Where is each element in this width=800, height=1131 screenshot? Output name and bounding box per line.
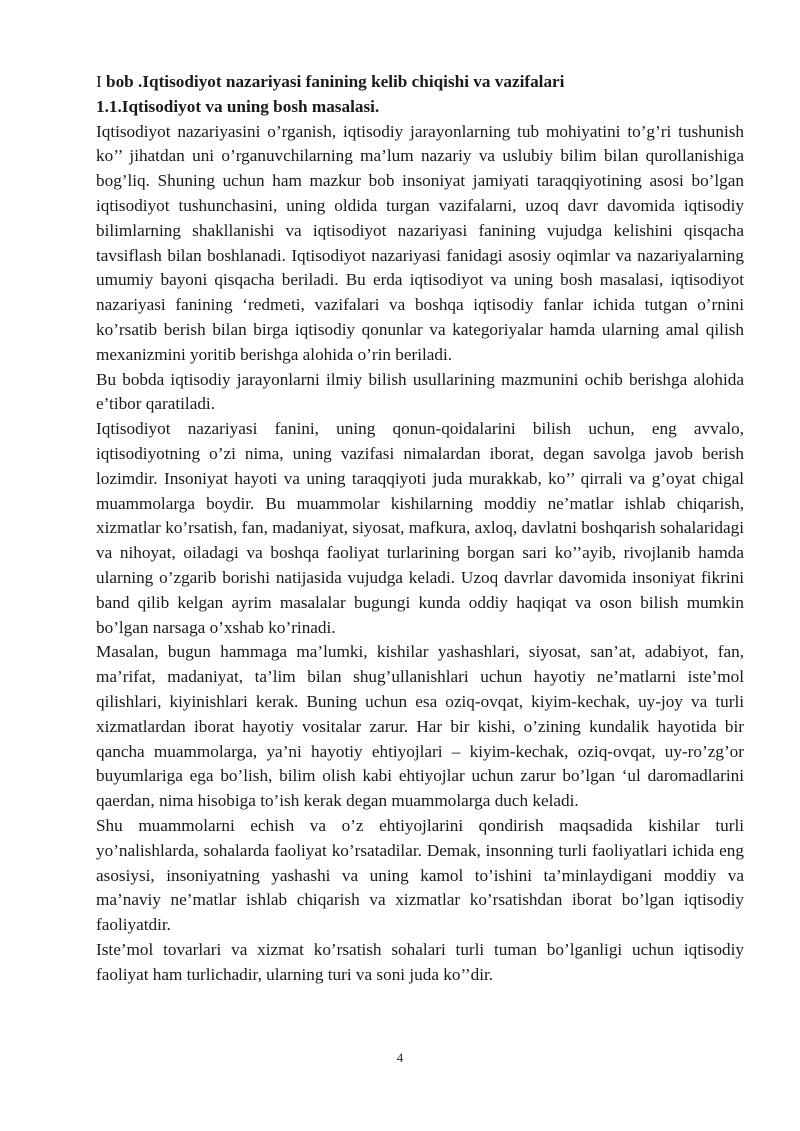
chapter-title: bob .Iqtisodiyot nazariyasi fanining kelib chiqishi va vazifalari — [101, 72, 565, 91]
document-page — [96, 70, 744, 987]
chapter-heading — [96, 70, 744, 95]
paragraph-1: Iqtisodiyot nazariyasini o’rganish, iqtisodiy jarayonlarning tub mohiyatini to’g’ri tushunish ko’’ jihatdan uni o’rganuvchilarning ma’lum nazariy va uslubiy bilim bilan qurollanishiga bog’liq. Shuning uchun ham mazkur bob insoniyat jamiyati taraqqiyotining asosi bo’lgan iqtisodiyot tushunchasini, uning oldida turgan vazifalarni, uzoq davr davomida iqtisodiy bilimlarning shakllanishi va iqtisodiyot nazariyasi fanining vujudga kelishini qisqacha tavsiflash bilan boshlanadi. Iqtisodiyot nazariyasi fanidagi asosiy oqimlar va nazariyalarning umumiy bayoni qisqacha beriladi. Bu erda iqtisodiyot va uning bosh masalasi, iqtisodiyot nazariyasi fanining ‘redmeti, vazifalari va boshqa iqtisodiy fanlar ichida tutgan o’rnini ko’rsatib berish bilan birga iqtisodiy qonunlar va kategoriyalar hamda ularning amal qilish mexanizmini yoritib berishga alohida o’rin beriladi. — [96, 121, 744, 364]
paragraph-6: Iste’mol tovarlari va xizmat ko’rsatish sohalari turli tuman bo’lganligi uchun iqtisodiy faoliyat ham turlichadir, ularning turi va soni juda ko’’dir. — [96, 939, 744, 984]
paragraph-4: Masalan, bugun hammaga ma’lumki, kishilar yashashlari, siyosat, san’at, adabiyot, fan, ma’rifat, madaniyat, ta’lim bilan shug’ullanishlari uchun hayotiy ne’matlarni iste’mol qilishlari, kiyinishlari kerak. Buning uchun esa oziq-ovqat, kiyim-kechak, uy-joy va turli xizmatlardan iborat hayotiy vositalar zarur. Har bir kishi, o’zining kundalik hayotida bir qancha muammolarga, ya’ni hayotiy ehtiyojlari – kiyim-kechak, oziq-ovqat, uy-ro’zg’or buyumlariga ega bo’lish, bilim olish kabi ehtiyojlar uchun zarur bo’lgan ‘ul daromadlarini qaerdan, nima hisobiga to’ish kerak degan muammolarga duch keladi. — [96, 642, 744, 811]
paragraph-3: Iqtisodiyot nazariyasi fanini, uning qonun-qoidalarini bilish uchun, eng avvalo, iqtisodiyotning o’zi nima, uning vazifasi nimalardan iborat, degan savolga javob berish lozimdir. Insoniyat hayoti va uning taraqqiyoti juda murakkab, ko’’ qirrali va g’oyat chigal muammolarga boydir. Bu muammolar kishilarning moddiy ne’matlar ishlab chiqarish, xizmatlar ko’rsatish, fan, madaniyat, siyosat, mafkura, axloq, davlatni boshqarish sohalaridagi va nihoyat, oiladagi va boshqa faoliyat turlarining borgan sari ko’’ayib, rivojlanib hamda ularning o’zgarib borishi natijasida vujudga keladi. Uzoq davrlar davomida insoniyat fikrini band qilib kelgan ayrim masalalar bugungi kunda oddiy haqiqat va oson bilish mumkin bo’lgan narsaga o’xshab ko’rinadi. — [96, 419, 744, 637]
paragraph-2: Bu bobda iqtisodiy jarayonlarni ilmiy bilish usullarining mazmunini ochib berishga alohida e’tibor qaratiladi. — [96, 369, 744, 414]
section-heading: 1.1.Iqtisodiyot va uning bosh masalasi. — [96, 96, 380, 116]
chapter-prefix: I — [96, 72, 102, 91]
page-number: 4 — [396, 1050, 404, 1065]
paragraph-5: Shu muammolarni echish va o’z ehtiyojlarini qondirish maqsadida kishilar turli yo’nalishlarda, sohalarda faoliyat ko’rsatadilar. Demak, insonning turli faoliyatlari ichida eng asosiysi, insoniyatning yashashi va uning kamol to’ishini ta’minlaydigani moddiy va ma’naviy ne’matlar ishlab chiqarish va xizmatlar ko’rsatishdan iborat bo’lgan iqtisodiy faoliyatdir. — [96, 815, 744, 935]
